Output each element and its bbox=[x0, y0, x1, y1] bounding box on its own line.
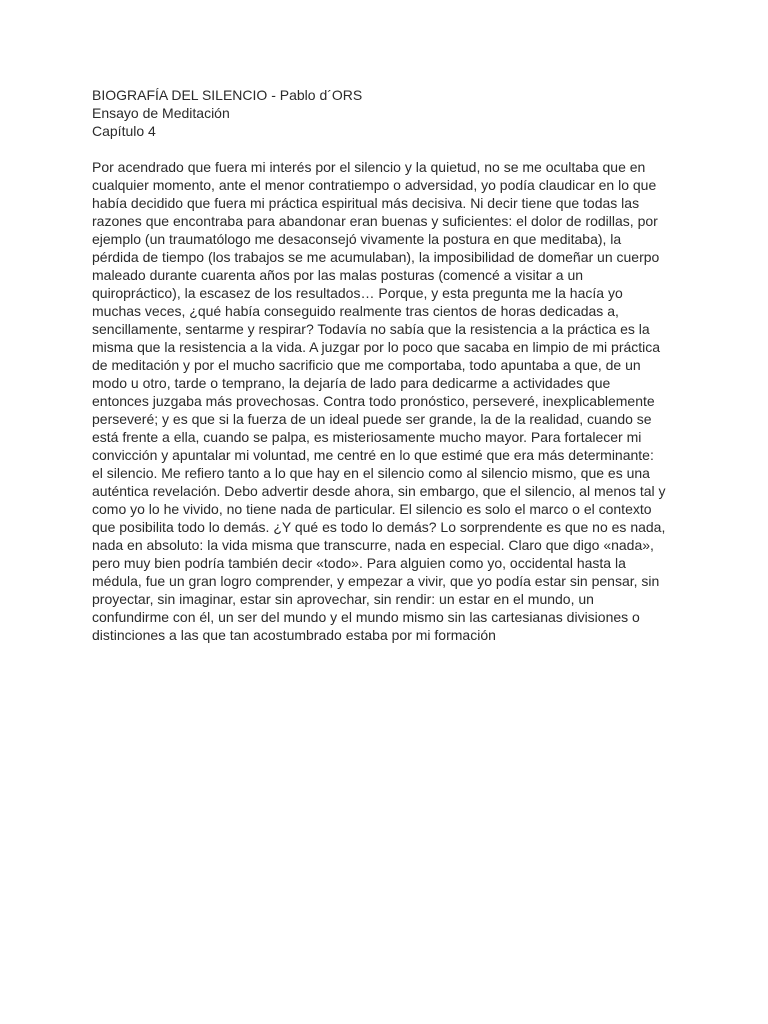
body-line: muchas veces, ¿qué había conseguido realmente tras cientos de horas dedicadas a, bbox=[92, 303, 619, 319]
body-line: que posibilita todo lo demás. ¿Y qué es todo lo demás? Lo sorprendente es que no es nada, bbox=[92, 519, 666, 535]
body-line: como yo lo he vivido, no tiene nada de particular. El silencio es solo el marco o el contexto bbox=[92, 501, 652, 517]
body-line: había decidido que fuera mi práctica espiritual más decisiva. Ni decir tiene que todas las bbox=[92, 195, 640, 211]
body-line: perseveré; y es que si la fuerza de un ideal puede ser grande, la de la realidad, cuando se bbox=[92, 411, 652, 427]
body-line: médula, fue un gran logro comprender, y empezar a vivir, que yo podía estar sin pensar, sin bbox=[92, 573, 660, 589]
body-line: modo u otro, tarde o temprano, la dejaría de lado para dedicarme a actividades que bbox=[92, 375, 611, 391]
body-line: pérdida de tiempo (los trabajos se me acumulaban), la imposibilidad de domeñar un cuerpo bbox=[92, 249, 660, 265]
body-line: Por acendrado que fuera mi interés por el silencio y la quietud, no se me ocultaba que en bbox=[92, 159, 646, 175]
body-line: ejemplo (un traumatólogo me desaconsejó vivamente la postura en que meditaba), la bbox=[92, 231, 622, 247]
document-title: BIOGRAFÍA DEL SILENCIO - Pablo d´ORS bbox=[92, 87, 363, 103]
body-line: de meditación y por el mucho sacrificio que me comportaba, todo apuntaba a que, de un bbox=[92, 357, 641, 373]
chapter-heading: Capítulo 4 bbox=[92, 123, 156, 139]
document-page bbox=[92, 86, 687, 644]
body-line: convicción y apuntalar mi voluntad, me centré en lo que estimé que era más determinante: bbox=[92, 447, 654, 463]
body-line: misma que la resistencia a la vida. A juzgar por lo poco que sacaba en limpio de mi práctica bbox=[92, 339, 661, 355]
body-line: nada en absoluto: la vida misma que transcurre, nada en especial. Claro que digo «nada», bbox=[92, 537, 654, 553]
body-line: está frente a ella, cuando se palpa, es misteriosamente mucho mayor. Para fortalecer mi bbox=[92, 429, 642, 445]
body-line: confundirme con él, un ser del mundo y el mundo mismo sin las cartesianas divisiones o bbox=[92, 609, 640, 625]
body-line: auténtica revelación. Debo advertir desde ahora, sin embargo, que el silencio, al menos tal y bbox=[92, 483, 666, 499]
body-line: sencillamente, sentarme y respirar? Todavía no sabía que la resistencia a la práctica es la bbox=[92, 321, 650, 337]
body-paragraph bbox=[92, 158, 687, 644]
body-line: razones que encontraba para abandonar eran buenas y suficientes: el dolor de rodillas, por bbox=[92, 213, 658, 229]
document-subtitle: Ensayo de Meditación bbox=[92, 105, 230, 121]
body-line: el silencio. Me refiero tanto a lo que hay en el silencio como al silencio mismo, que es una bbox=[92, 465, 650, 481]
body-line: quiropráctico), la escasez de los resultados… Porque, y esta pregunta me la hacía yo bbox=[92, 285, 623, 301]
body-line: maleado durante cuarenta años por las malas posturas (comencé a visitar a un bbox=[92, 267, 584, 283]
body-line: proyectar, sin imaginar, estar sin aprovechar, sin rendir: un estar en el mundo, un bbox=[92, 591, 594, 607]
body-line: pero muy bien podría también decir «todo». Para alguien como yo, occidental hasta la bbox=[92, 555, 626, 571]
body-line: entonces juzgaba más provechosas. Contra todo pronóstico, perseveré, inexplicablemente bbox=[92, 393, 655, 409]
body-line: cualquier momento, ante el menor contratiempo o adversidad, yo podía claudicar en lo que bbox=[92, 177, 657, 193]
body-line: distinciones a las que tan acostumbrado estaba por mi formación bbox=[92, 627, 496, 643]
